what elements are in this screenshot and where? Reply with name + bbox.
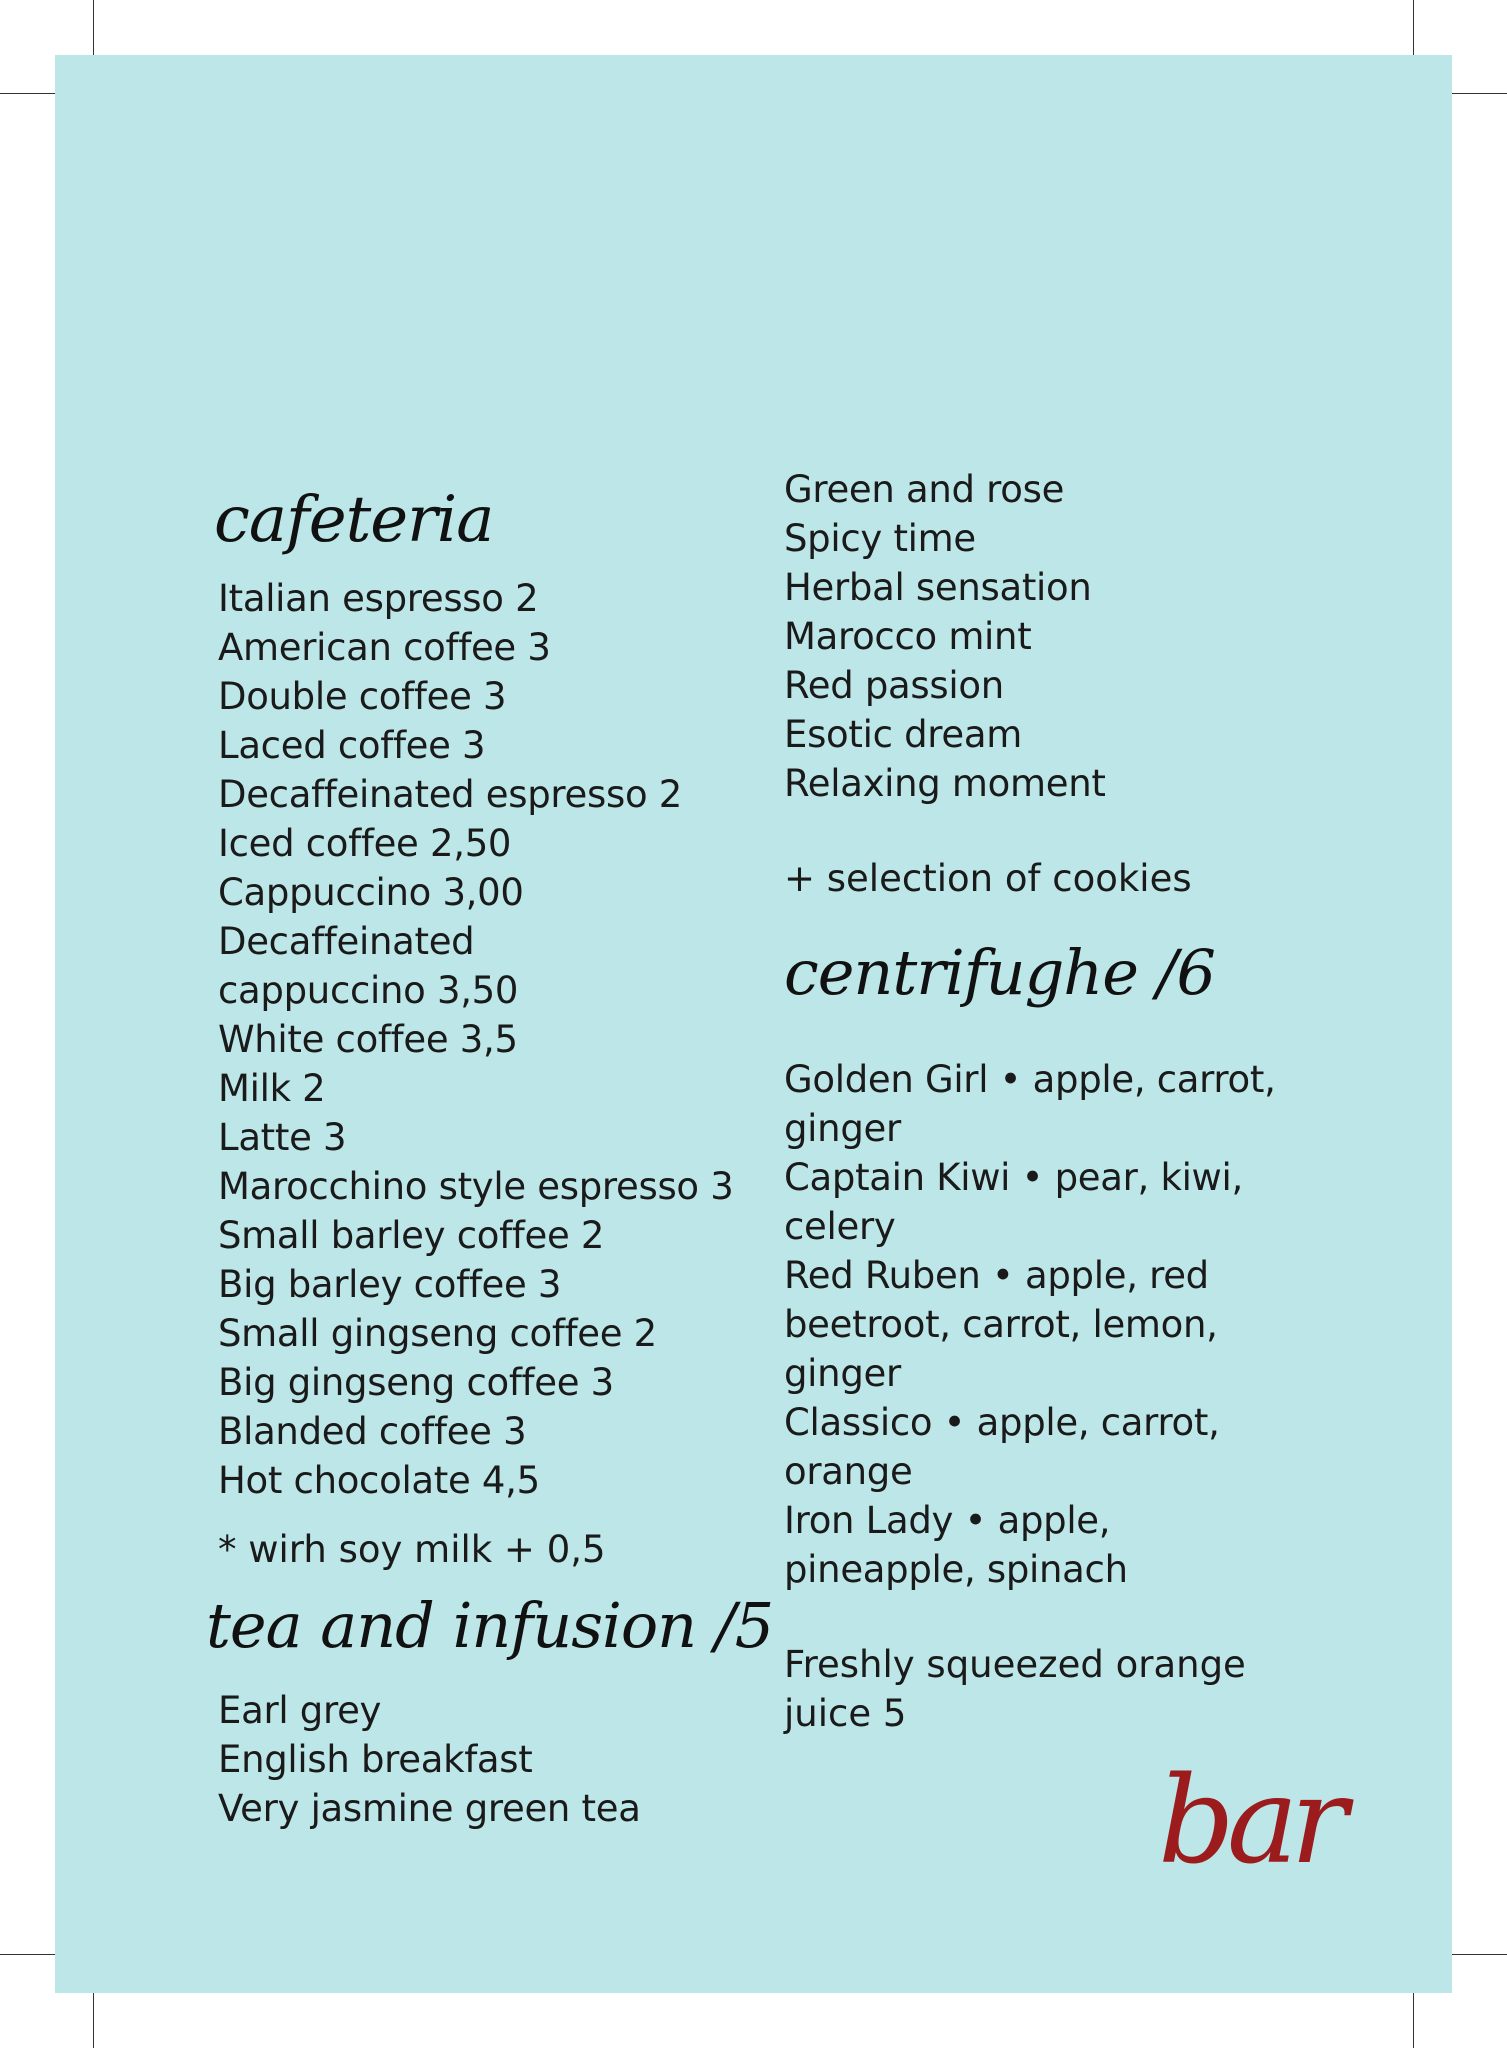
menu-item: White coffee 3,5 [218,1018,518,1061]
centrifughe-heading: centrifughe /6 [784,936,1215,1009]
menu-item: Latte 3 [218,1116,347,1159]
menu-item: Golden Girl • apple, carrot, ginger [784,1058,1276,1150]
soy-milk-note: * wirh soy milk + 0,5 [218,1528,606,1571]
centrifughe-list [784,1055,1304,1594]
menu-item: Small gingseng coffee 2 [218,1312,657,1355]
tea-list-left [218,1686,758,1833]
menu-item: Relaxing moment [784,762,1106,805]
menu-item: Esotic dream [784,713,1022,756]
tea-list-right [784,465,1344,808]
menu-item: Green and rose [784,468,1065,511]
menu-item: Earl grey [218,1689,382,1732]
menu-item: Marocchino style espresso 3 [218,1165,734,1208]
menu-item: Red Ruben • apple, red beetroot, carrot, lemon, ginger [784,1254,1218,1395]
menu-item: Very jasmine green tea [218,1787,641,1830]
menu-item: Laced coffee 3 [218,724,486,767]
cafeteria-list [218,574,758,1505]
menu-item: Hot chocolate 4,5 [218,1459,540,1502]
menu-item: Red passion [784,664,1004,707]
menu-item: Herbal sensation [784,566,1092,609]
orange-juice-item: Freshly squeezed orange juice 5 [784,1643,1246,1735]
bar-signature: bar [1158,1752,1340,1891]
menu-item: Decaffeinated espresso 2 [218,773,682,816]
right-column [784,465,1344,1738]
menu-item: Small barley coffee 2 [218,1214,605,1257]
menu-item: Big gingseng coffee 3 [218,1361,614,1404]
menu-item: English breakfast [218,1738,533,1781]
cafeteria-heading: cafeteria [214,483,494,557]
menu-item: Iron Lady • apple, pineapple, spinach [784,1499,1128,1591]
menu-item: Italian espresso 2 [218,577,539,620]
menu-item: Iced coffee 2,50 [218,822,512,865]
menu-item: Cappuccino 3,00 [218,871,524,914]
menu-item: Classico • apple, carrot, orange [784,1401,1220,1493]
left-column [206,470,774,1833]
menu-item: Double coffee 3 [218,675,507,718]
cookies-note: + selection of cookies [784,857,1192,900]
menu-item: Big barley coffee 3 [218,1263,562,1306]
tea-heading: tea and infusion /5 [206,1589,774,1662]
menu-item: Decaffeinated cappuccino 3,50 [218,920,519,1012]
juice-block [784,1640,1254,1738]
menu-item: Captain Kiwi • pear, kiwi, celery [784,1156,1243,1248]
menu-item: American coffee 3 [218,626,551,669]
menu-item: Milk 2 [218,1067,326,1110]
menu-item: Spicy time [784,517,976,560]
menu-item: Blanded coffee 3 [218,1410,527,1453]
menu-item: Marocco mint [784,615,1032,658]
